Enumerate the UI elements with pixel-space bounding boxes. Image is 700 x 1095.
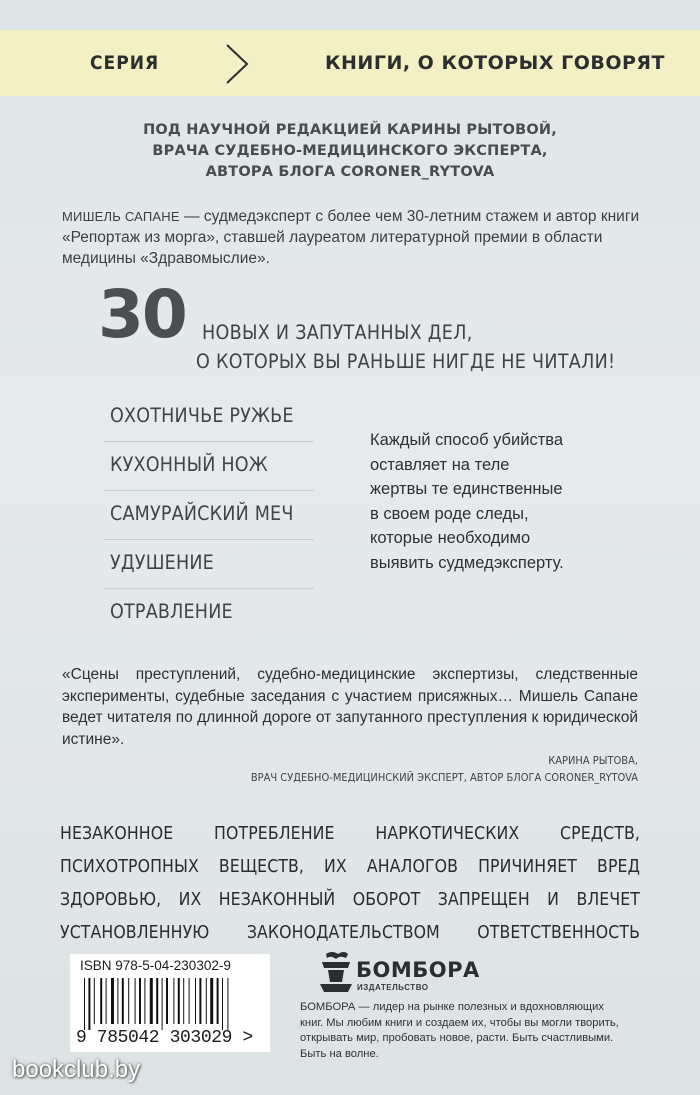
- headline: [196, 318, 642, 376]
- series-label: СЕРИЯ: [90, 52, 160, 74]
- list-item: УДУШЕНИЕ: [104, 540, 314, 589]
- chevron-right-icon: [222, 42, 252, 86]
- editor-line: ВРАЧА СУДЕБНО-МЕДИЦИНСКОГО ЭКСПЕРТА,: [152, 143, 548, 159]
- side-note: [370, 428, 670, 575]
- series-banner: [0, 30, 700, 96]
- side-note-line: жертвы те единственные: [370, 480, 563, 498]
- editor-line: ПОД НАУЧНОЙ РЕДАКЦИЕЙ КАРИНЫ РЫТОВОЙ,: [143, 122, 557, 138]
- side-note-line: оставляет на теле: [370, 455, 510, 474]
- barcode-digits: 9 785042 303029 >: [76, 1028, 253, 1048]
- author-name: МИШЕЛЬ САПАНЕ: [62, 209, 180, 224]
- review-quote: «Сцены преступлений, судебно-медицинские экспертизы, следственные эксперименты, судебные заседания с участием присяжных… Мишель Сапане ведет читателя по длинной дороге от запутанного преступления к юридической истине».: [62, 666, 638, 748]
- publisher-about: БОМБОРА — лидер на рынке полезных и вдохновляющих книг. Мы любим книги и создаем их, чтобы вы могли творить, открывать мир, пробовать новое, расти. Быть счастливыми. Быть на волне.: [300, 1001, 619, 1060]
- cases-count: 30: [98, 276, 186, 353]
- headline-line: НОВЫХ И ЗАПУТАННЫХ ДЕЛ,: [202, 321, 473, 344]
- barcode-icon: [78, 978, 262, 1030]
- list-item: САМУРАЙСКИЙ МЕЧ: [104, 491, 314, 540]
- side-note-line: которые необходимо: [370, 529, 531, 547]
- isbn-barcode: [70, 954, 270, 1052]
- isbn-text: ISBN 978-5-04-230302-9: [80, 958, 231, 973]
- watermark: bookclub.by: [12, 1056, 141, 1083]
- editor-line: АВТОРА БЛОГА CORONER_RYTOVA: [205, 164, 495, 180]
- author-intro: [62, 206, 642, 269]
- list-item: ОХОТНИЧЬЕ РУЖЬЕ: [104, 393, 314, 442]
- series-title: КНИГИ, О КОТОРЫХ ГОВОРЯТ: [325, 52, 666, 74]
- list-item: ОТРАВЛЕНИЕ: [110, 600, 233, 623]
- side-note-line: выявить судмедэксперту.: [370, 553, 564, 572]
- quote-author-title: ВРАЧ СУДЕБНО-МЕДИЦИНСКИЙ ЭКСПЕРТ, АВТОР БЛОГА CORONER_RYTOVA: [250, 771, 638, 784]
- legal-warning: НЕЗАКОННОЕ ПОТРЕБЛЕНИЕ НАРКОТИЧЕСКИХ СРЕДСТВ, ПСИХОТРОПНЫХ ВЕЩЕСТВ, ИХ АНАЛОГОВ ПРИЧИНЯЕТ ВРЕД ЗДОРОВЬЮ, ИХ НЕЗАКОННЫЙ ОБОРОТ ЗАПРЕЩЕН И ВЛЕЧЕТ УСТАНОВЛЕННУЮ ЗАКОНОДАТЕЛЬСТВОМ ОТВЕТСТВЕННОСТЬ: [60, 824, 640, 943]
- side-note-line: Каждый способ убийства: [370, 431, 564, 449]
- quote-author-name: КАРИНА РЫТОВА,: [548, 754, 638, 767]
- publisher-subtitle: ИЗДАТЕЛЬСТВО: [357, 983, 429, 992]
- bombora-logo-icon: [318, 948, 354, 994]
- side-note-line: в своем роде следы,: [370, 504, 529, 523]
- publisher-name: БОМБОРА: [356, 958, 480, 982]
- scientific-editor-credit: [0, 120, 700, 183]
- list-item: КУХОННЫЙ НОЖ: [104, 442, 314, 491]
- quote-attribution: [251, 752, 638, 786]
- murder-methods-list: [104, 393, 314, 637]
- author-bio: — судмедэксперт с более чем 30-летним стажем и автор книги «Репортаж из морга», ставшей лауреатом литературной премии в области медицины «Здравомыслие».: [62, 208, 640, 267]
- headline-line: О КОТОРЫХ ВЫ РАНЬШЕ НИГДЕ НЕ ЧИТАЛИ!: [196, 350, 616, 373]
